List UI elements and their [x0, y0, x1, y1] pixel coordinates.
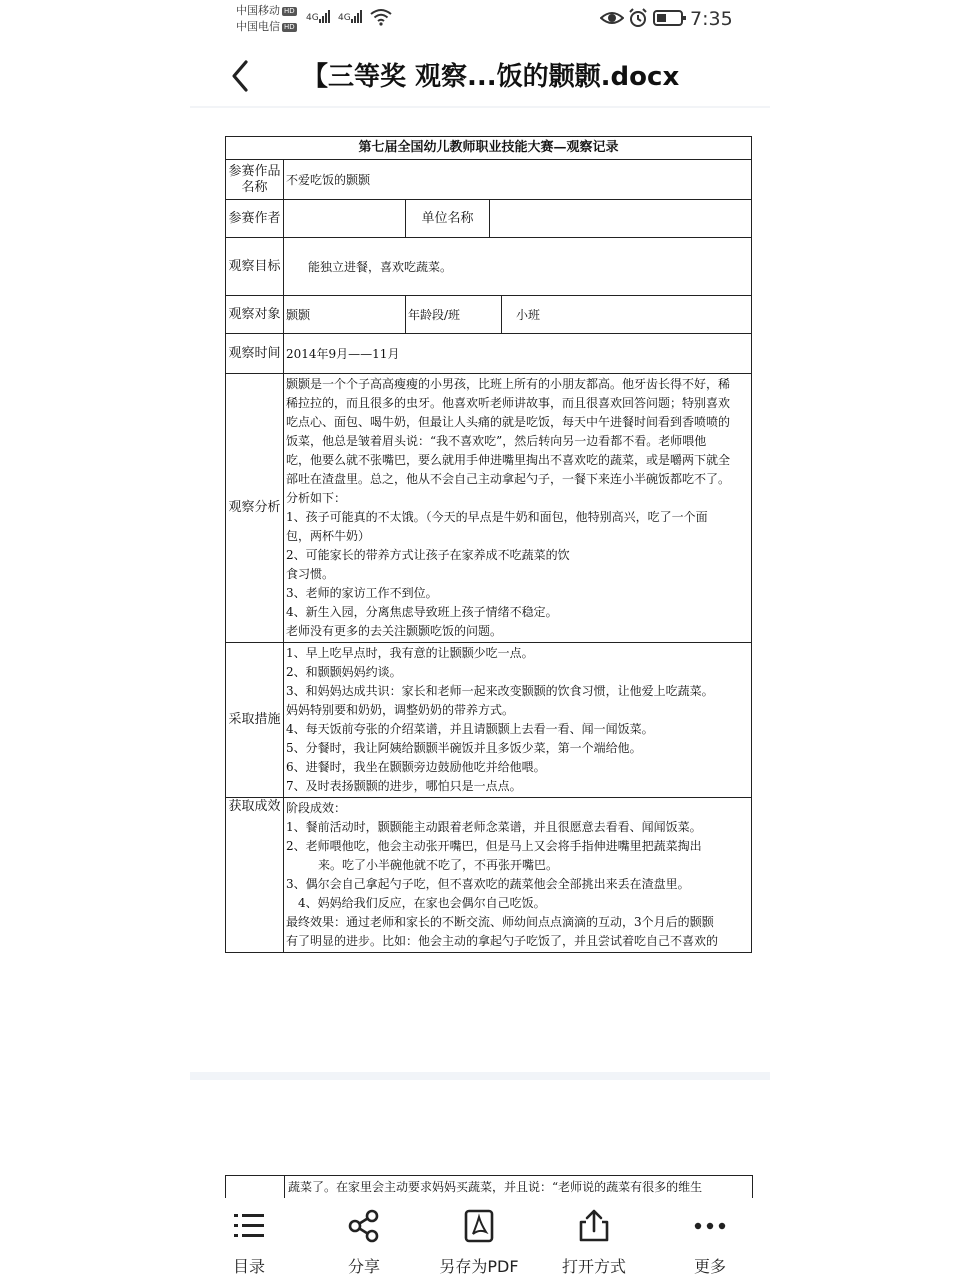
analysis-line: 分析如下： [286, 491, 347, 505]
carrier-1 [236, 4, 297, 18]
measures-line: 5、分餐时，我让阿姨给颢颢半碗饭并且多饭少菜，第一个端给他。 [286, 741, 642, 755]
age-value: 小班 [502, 296, 752, 334]
bottom-toolbar [190, 1198, 770, 1280]
results-label: 获取成效 [226, 798, 284, 953]
goal-value: 能独立进餐，喜欢吃蔬菜。 [284, 238, 752, 296]
pdf-icon [461, 1208, 497, 1244]
analysis-content [284, 374, 752, 643]
analysis-line: 4、新生入园，分离焦虑导致班上孩子情绪不稳定。 [286, 605, 558, 619]
measures-line: 6、进餐时，我坐在颢颢旁边鼓励他吃并给他喂。 [286, 760, 546, 774]
table-caption: 第七届全国幼儿教师职业技能大赛—观察记录 [226, 137, 752, 160]
measures-label: 采取措施 [226, 643, 284, 798]
work-name-value: 不爱吃饭的颢颢 [284, 160, 752, 200]
more-button[interactable] [660, 1204, 760, 1280]
results-line: 3、偶尔会自己拿起勺子吃，但不喜欢吃的蔬菜他会全部挑出来丢在渣盘里。 [286, 877, 690, 891]
analysis-line: 2、可能家长的带养方式让孩子在家养成不吃蔬菜的饮 [286, 548, 570, 562]
carrier-2-label: 中国电信 [236, 20, 280, 33]
analysis-line: 食习惯。 [286, 567, 335, 581]
unit-value [490, 200, 752, 238]
analysis-line: 包，两杯牛奶） [286, 529, 371, 543]
age-label: 年龄段/班 [406, 296, 502, 334]
eye-icon [600, 8, 624, 28]
clock: 7:35 [690, 8, 733, 30]
time-value: 2014年9月——11月 [284, 334, 752, 374]
hd-badge: HD [284, 22, 295, 31]
save-as-pdf-button[interactable] [429, 1204, 529, 1280]
page2-line: 蔬菜了。在家里会主动要求妈妈买蔬菜，并且说：“老师说的蔬菜有很多的维生 [288, 1180, 703, 1194]
author-label: 参赛作者 [226, 200, 284, 238]
time-label: 观察时间 [226, 334, 284, 374]
page-break [190, 1072, 770, 1080]
analysis-line: 1、孩子可能真的不太饿。（今天的早点是牛奶和面包，他特别高兴，吃了一个面 [286, 510, 708, 524]
document-title: 【三等奖 观察...饭的颢颢.docx [302, 62, 680, 92]
share-button[interactable] [314, 1204, 414, 1280]
more-icon [692, 1208, 728, 1244]
analysis-line: 吃点心、面包、喝牛奶，但最让人头痛的就是吃饭，每天中午进餐时间看到香喷喷的 [286, 415, 731, 429]
observation-record-table [225, 136, 752, 953]
toc-button[interactable] [199, 1204, 299, 1280]
chevron-left-icon[interactable] [226, 56, 256, 96]
app-header [0, 46, 960, 106]
share-icon [346, 1208, 382, 1244]
analysis-line: 饭菜，他总是皱着眉头说：“我不喜欢吃”，然后转向另一边看都不看。老师喂他 [286, 434, 707, 448]
carrier-1-label: 中国移动 [236, 4, 280, 17]
measures-content [284, 643, 752, 798]
object-value: 颢颢 [284, 296, 406, 334]
measures-line: 妈妈特别要和奶奶，调整奶奶的带养方式。 [286, 703, 515, 717]
open-with-icon [576, 1208, 612, 1244]
analysis-line: 3、老师的家访工作不到位。 [286, 586, 438, 600]
signal-icon [306, 10, 331, 23]
results-line: 阶段成效： [286, 801, 347, 815]
open-with-label: 打开方式 [561, 1257, 626, 1276]
toc-button-label: 目录 [232, 1257, 265, 1276]
results-line: 来。吃了小半碗他就不吃了，不再张开嘴巴。 [318, 858, 559, 872]
save-as-pdf-label: 另存为PDF [439, 1257, 519, 1276]
object-label: 观察对象 [226, 296, 284, 334]
open-with-button[interactable] [544, 1204, 644, 1280]
work-name-label: 参赛作品名称 [226, 160, 284, 200]
carrier-2 [236, 20, 297, 34]
analysis-line: 稀拉拉的，而且很多的虫牙。他喜欢听老师讲故事，而且很喜欢回答问题；特别喜欢 [286, 396, 731, 410]
results-line: 2、老师喂他吃，他会主动张开嘴巴，但是马上又会将手指伸进嘴里把蔬菜掏出 [286, 839, 702, 853]
results-line: 1、餐前活动时，颢颢能主动跟着老师念菜谱，并且很愿意去看看、闻闻饭菜。 [286, 820, 702, 834]
author-value [284, 200, 406, 238]
goal-label: 观察目标 [226, 238, 284, 296]
results-line: 有了明显的进步。比如：他会主动的拿起勺子吃饭了，并且尝试着吃自己不喜欢的 [286, 934, 719, 948]
results-content [284, 798, 752, 953]
analysis-label: 观察分析 [226, 374, 284, 643]
list-icon [231, 1208, 267, 1244]
hd-badge: HD [284, 6, 295, 15]
network-type-label: 4G [306, 13, 319, 23]
alarm-icon [628, 8, 648, 28]
share-button-label: 分享 [347, 1257, 380, 1276]
measures-line: 3、和妈妈达成共识：家长和老师一起来改变颢颢的饮食习惯，让他爱上吃蔬菜。 [286, 684, 714, 698]
battery-icon [653, 8, 687, 28]
analysis-line: 吃，他要么就不张嘴巴，要么就用手伸进嘴里掏出不喜欢吃的蔬菜，或是嚼两下就全 [286, 453, 731, 467]
measures-line: 1、早上吃早点时，我有意的让颢颢少吃一点。 [286, 646, 534, 660]
results-line: 4、妈妈给我们反应，在家也会偶尔自己吃饭。 [298, 896, 546, 910]
header-divider [190, 106, 770, 108]
unit-label: 单位名称 [406, 200, 490, 238]
measures-line: 4、每天饭前夸张的介绍菜谱，并且请颢颢上去看一看、闻一闻饭菜。 [286, 722, 654, 736]
measures-line: 7、及时表扬颢颢的进步，哪怕只是一点点。 [286, 779, 522, 793]
results-line: 最终效果：通过老师和家长的不断交流、师幼间点点滴滴的互动，3个月后的颢颢 [286, 915, 714, 929]
status-bar [0, 0, 960, 40]
signal-icon [338, 10, 363, 23]
analysis-line: 颢颢是一个个子高高瘦瘦的小男孩，比班上所有的小朋友都高。他牙齿长得不好，稀 [286, 377, 731, 391]
more-button-label: 更多 [693, 1257, 726, 1276]
analysis-line: 部吐在渣盘里。总之，他从不会自己主动拿起勺子，一餐下来连小半碗饭都吃不了。 [286, 472, 731, 486]
document-page [225, 136, 751, 953]
measures-line: 2、和颢颢妈妈约谈。 [286, 665, 402, 679]
wifi-icon [370, 8, 392, 26]
network-type-label: 4G [338, 13, 351, 23]
analysis-line: 老师没有更多的去关注颢颢吃饭的问题。 [286, 624, 503, 638]
